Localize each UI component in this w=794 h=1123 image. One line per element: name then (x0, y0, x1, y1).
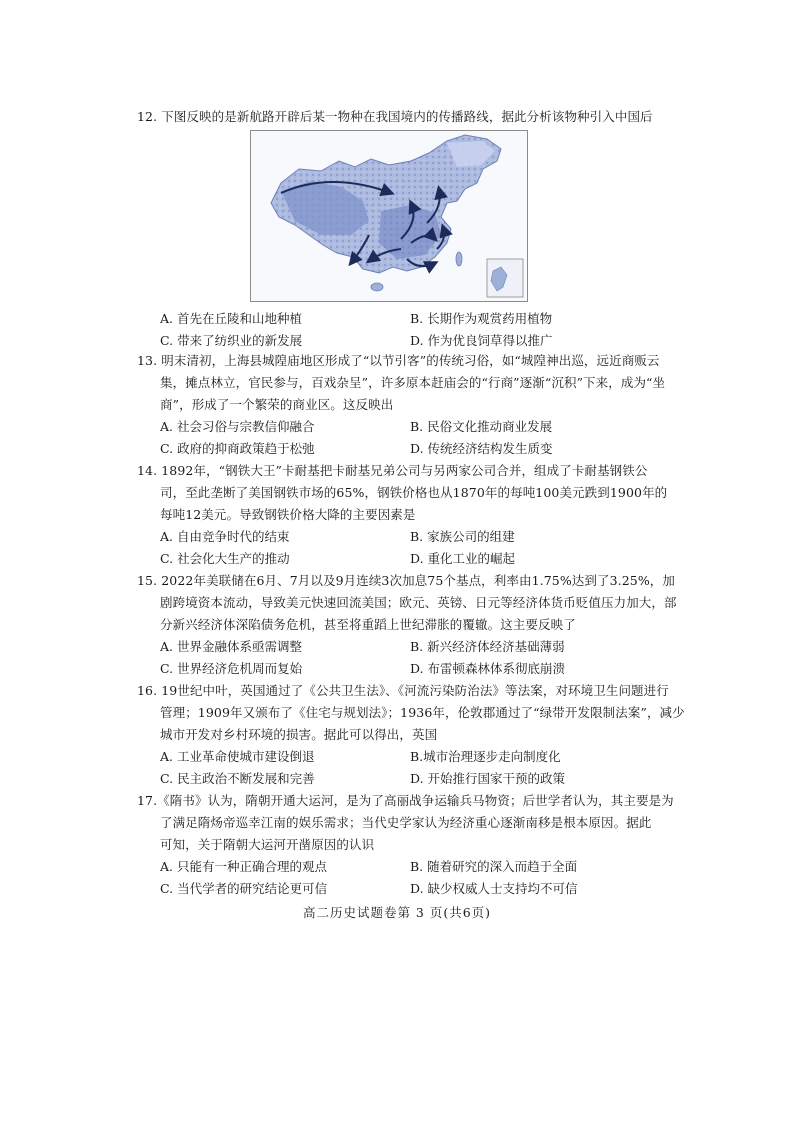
q16-option-b: B.城市治理逐步走向制度化 (410, 749, 561, 764)
q15-option-b: B. 新兴经济体经济基础薄弱 (410, 639, 565, 654)
q17-option-c: C. 当代学者的研究结论更可信 (160, 881, 328, 896)
q16-stem-line: 城市开发对乡村环境的损害。据此可以得出，英国 (160, 727, 438, 742)
q14-stem-line: 司，至此垄断了美国钢铁市场的65%，钢铁价格也从1870年的每吨100美元跌到1900年的 (160, 485, 668, 500)
q17-option-a: A. 只能有一种正确合理的观点 (160, 859, 327, 874)
q12-option-a: A. 首先在丘陵和山地种植 (160, 311, 302, 326)
q17-stem-line: 17.《隋书》认为，隋朝开通大运河，是为了高丽战争运输兵马物资；后世学者认为，其主要是为 (137, 793, 674, 808)
q15-option-c: C. 世界经济危机周而复始 (160, 661, 303, 676)
q14-stem-line: 每吨12美元。导致钢铁价格大降的主要因素是 (160, 507, 416, 522)
q13-option-d: D. 传统经济结构发生质变 (410, 441, 553, 456)
q17-option-b: B. 随着研究的深入而趋于全面 (410, 859, 578, 874)
q16-option-c: C. 民主政治不断发展和完善 (160, 771, 315, 786)
q14-option-d: D. 重化工业的崛起 (410, 551, 516, 566)
q16-option-d: D. 开始推行国家干预的政策 (410, 771, 566, 786)
q16-stem-line: 16. 19世纪中叶，英国通过了《公共卫生法》、《河流污染防治法》等法案，对环境卫生问题进行 (137, 683, 669, 698)
q15-option-a: A. 世界金融体系亟需调整 (160, 639, 302, 654)
q14-stem-line: 14. 1892年，“钢铁大王”卡耐基把卡耐基兄弟公司与另两家公司合并，组成了卡耐基钢铁公 (137, 463, 648, 478)
q14-option-c: C. 社会化大生产的推动 (160, 551, 290, 566)
q16-stem-line: 管理；1909年又颁布了《住宅与规划法》；1936年，伦敦郡通过了“绿带开发限制法案”，减少 (160, 705, 685, 720)
q14-option-b: B. 家族公司的组建 (410, 529, 515, 544)
q16-option-a: A. 工业革命使城市建设倒退 (160, 749, 315, 764)
q12-option-c: C. 带来了纺织业的新发展 (160, 333, 303, 348)
q15-stem-line: 剧跨境资本流动，导致美元快速回流美国；欧元、英镑、日元等经济体货币贬值压力加大，部 (160, 595, 677, 610)
china-map-figure (250, 130, 528, 302)
q12-option-d: D. 作为优良饲草得以推广 (410, 333, 553, 348)
q13-stem-line: 集，摊点林立，官民参与，百戏杂呈”，许多原本赶庙会的“行商”逐渐“沉积”下来，成为“坐 (160, 375, 666, 390)
q14-option-a: A. 自由竞争时代的结束 (160, 529, 290, 544)
q13-option-c: C. 政府的抑商政策趋于松弛 (160, 441, 315, 456)
q13-stem-line: 13. 明末清初，上海县城隍庙地区形成了“以节引客”的传统习俗，如“城隍神出巡，远近商贩云 (137, 353, 660, 368)
q15-option-d: D. 布雷顿森林体系彻底崩溃 (410, 661, 566, 676)
q17-stem-line: 可知，关于隋朝大运河开凿原因的认识 (160, 837, 375, 852)
q17-stem-line: 了满足隋炀帝巡幸江南的娱乐需求；当代史学家认为经济重心逐渐南移是根本原因。据此 (160, 815, 652, 830)
page-footer: 高二历史试题卷第 3 页(共6页) (302, 905, 492, 920)
q13-stem-line: 商”，形成了一个繁荣的商业区。这反映出 (160, 397, 394, 412)
species-spread-map (251, 131, 527, 301)
q15-stem-line: 分新兴经济体深陷债务危机，甚至将重蹈上世纪滞胀的覆辙。这主要反映了 (160, 617, 576, 632)
q17-option-d: D. 缺少权威人士支持均不可信 (410, 881, 578, 896)
q13-option-b: B. 民俗文化推动商业发展 (410, 419, 553, 434)
q12-option-b: B. 长期作为观赏药用植物 (410, 311, 553, 326)
q12-stem: 12. 下图反映的是新航路开辟后某一物种在我国境内的传播路线，据此分析该物种引入中国后 (137, 109, 653, 124)
q15-stem-line: 15. 2022年美联储在6月、7月以及9月连续3次加息75个基点，利率由1.75%达到了3.25%，加 (137, 573, 676, 588)
q13-option-a: A. 社会习俗与宗教信仰融合 (160, 419, 315, 434)
